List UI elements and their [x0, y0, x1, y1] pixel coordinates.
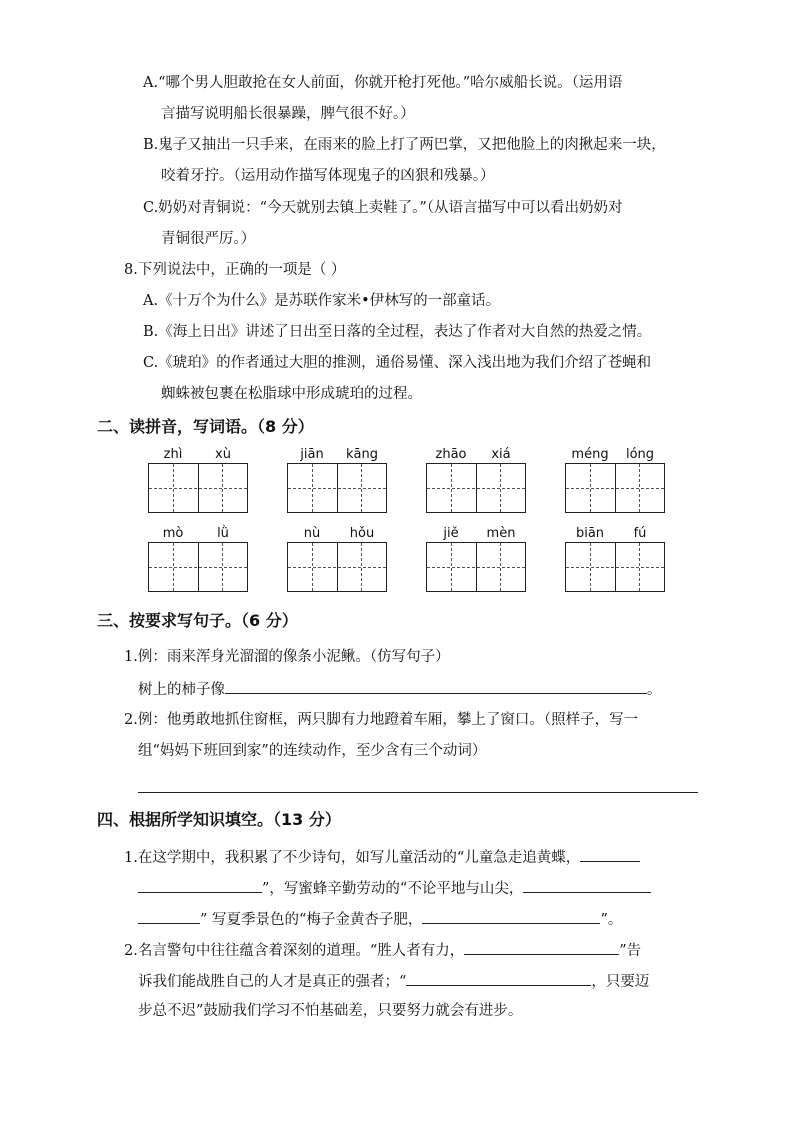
s3-q1-suffix: 。: [647, 682, 662, 698]
writing-grid[interactable]: [148, 542, 248, 592]
s4-q2-line1: [124, 939, 641, 961]
pinyin-label: kāng: [346, 447, 378, 462]
pinyin-label: mò: [162, 526, 184, 541]
writing-grid[interactable]: [148, 463, 248, 513]
s3-q2-answer-rule[interactable]: [138, 792, 698, 793]
pinyin-label: jiān: [300, 447, 324, 462]
s3-q1-prefix: 树上的柿子像: [138, 682, 225, 698]
pinyin-label: xiá: [491, 447, 511, 462]
s4-q1-line1: [124, 846, 640, 868]
pinyin-label: lǜ: [217, 526, 229, 541]
q7-option-c-line2: 青铜很严厉。）: [161, 231, 256, 247]
s4-q1-blank1-cont[interactable]: [138, 877, 262, 893]
s4-q1-line2: [138, 877, 651, 899]
q7-option-b-line1: B.鬼子又抽出一只手来，在雨来的脸上打了两巴掌，又把他脸上的肉揪起来一块，: [143, 137, 666, 153]
pinyin-label: hǒu: [349, 526, 375, 541]
pinyin-label: zhì: [163, 447, 183, 462]
s3-q1-answer-line: [138, 678, 662, 700]
s3-q2-line2: 组“妈妈下班回到家”的连续动作，至少含有三个动词）: [138, 743, 487, 759]
s4-q1-part4: ”。: [600, 912, 623, 928]
writing-grid[interactable]: [565, 542, 665, 592]
pinyin-label: jiě: [443, 526, 459, 541]
s4-q2-blank1[interactable]: [464, 939, 619, 955]
pinyin-label: méng: [571, 447, 609, 462]
q7-option-c-line1: C.奶奶对青铜说：“今天就别去镇上卖鞋了。”（从语言描写中可以看出奶奶对: [143, 200, 623, 216]
q7-option-a-line2: 言描写说明船长很暴躁，脾气很不好。）: [161, 106, 415, 122]
pinyin-label: lóng: [625, 447, 655, 462]
s4-q1-blank1[interactable]: [580, 846, 640, 862]
section-4-heading: 四、根据所学知识填空。（13 分）: [97, 810, 341, 829]
s4-q1-blank3[interactable]: [422, 908, 600, 924]
q8-option-c-line2: 蜘蛛被包裹在松脂球中形成琥珀的过程。: [161, 386, 422, 402]
pinyin-label: nù: [303, 526, 321, 541]
s4-q1-part2: ”，写蜜蜂辛勤劳动的“不论平地与山尖，: [262, 881, 524, 897]
pinyin-label: xù: [215, 447, 231, 462]
q8-option-c-line1: C.《琥珀》的作者通过大胆的推测，通俗易懂、深入浅出地为我们介绍了苍蝇和: [143, 355, 652, 371]
s4-q2-line3: 步总不迟”鼓励我们学习不怕基础差，只要努力就会有进步。: [138, 1003, 523, 1019]
pinyin-label: fú: [633, 526, 647, 541]
section-2-heading: 二、读拼音，写词语。（8 分）: [97, 417, 314, 436]
writing-grid[interactable]: [426, 542, 526, 592]
q7-option-a-line1: A.“哪个男人胆敢抢在女人前面，你就开枪打死他。”哈尔威船长说。（运用语: [143, 75, 623, 91]
s4-q1-part3: ” 写夏季景色的“梅子金黄杏子肥，: [200, 912, 423, 928]
q8-option-a: A.《十万个为什么》是苏联作家米•伊林写的一部童话。: [143, 293, 501, 309]
s4-q1-blank2[interactable]: [523, 877, 651, 893]
s4-q2-part4: ，只要迈: [591, 974, 650, 990]
section-3-heading: 三、按要求写句子。（6 分）: [97, 611, 298, 630]
q8-option-b: B.《海上日出》讲述了日出至日落的全过程，表达了作者对大自然的热爱之情。: [143, 324, 652, 340]
writing-grid[interactable]: [426, 463, 526, 513]
s4-q2-part3: 诉我们能战胜自己的人才是真正的强者；“: [138, 974, 407, 990]
s4-q2-part1: 2.名言警句中往往蕴含着深刻的道理。“胜人者有力，: [124, 943, 465, 959]
writing-grid[interactable]: [565, 463, 665, 513]
s4-q1-line3: [138, 908, 622, 930]
pinyin-label: mèn: [486, 526, 516, 541]
pinyin-label: zhāo: [435, 447, 467, 462]
s4-q2-line2: [138, 970, 649, 992]
q7-option-b-line2: 咬着牙拧。（运用动作描写体现鬼子的凶狠和残暴。）: [161, 168, 495, 184]
writing-grid[interactable]: [287, 542, 387, 592]
writing-grid[interactable]: [287, 463, 387, 513]
s4-q2-part2: ”告: [619, 943, 642, 959]
s3-q1-stem: 1.例：雨来浑身光溜溜的像条小泥鳅。（仿写句子）: [124, 649, 450, 665]
q8-stem: 8.下列说法中，正确的一项是（ ）: [124, 262, 346, 278]
pinyin-label: biān: [575, 526, 605, 541]
s4-q1-part1: 1.在这学期中，我积累了不少诗句，如写儿童活动的“儿童急走追黄蝶，: [124, 850, 581, 866]
s4-q1-blank2-cont[interactable]: [138, 908, 200, 924]
s4-q2-blank2[interactable]: [406, 970, 591, 986]
s3-q1-blank[interactable]: [225, 678, 647, 694]
s3-q2-line1: 2.例：他勇敢地抓住窗框，两只脚有力地蹬着车厢，攀上了窗口。（照样子，写一: [124, 712, 639, 728]
